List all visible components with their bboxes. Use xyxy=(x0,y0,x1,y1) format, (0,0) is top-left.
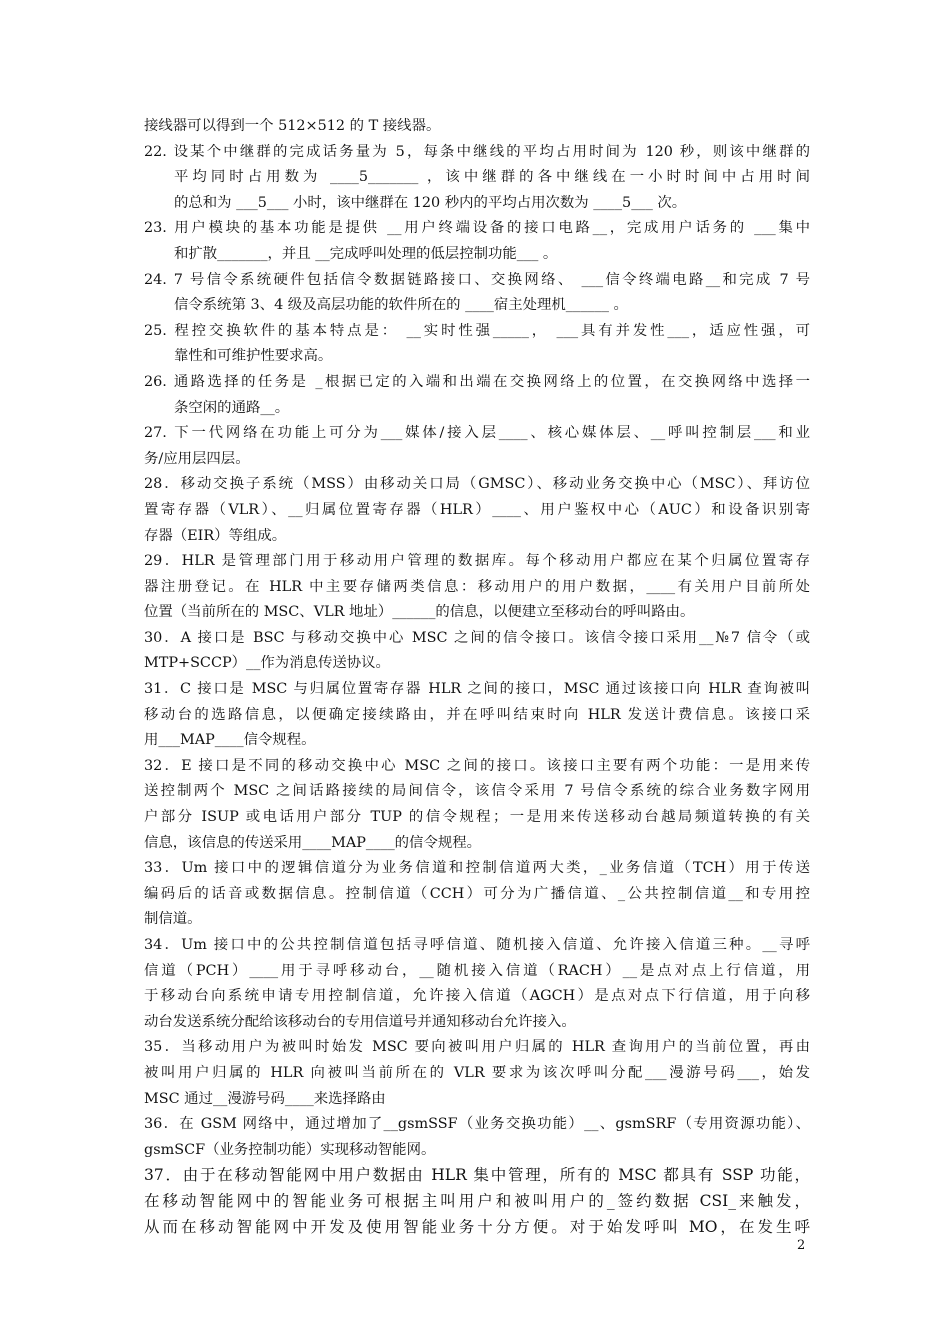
text-line: 32．E 接口是不同的移动交换中心 MSC 之间的接口。该接口主要有两个功能：一是用来传 xyxy=(144,757,810,774)
text-line: 信令系统第 3、4 级及高层功能的软件所在的 ____宿主处理机______ 。 xyxy=(174,297,628,314)
text-line: 35．当移动用户为被叫时始发 MSC 要向被叫用户归属的 HLR 查询用户的当前位置，再由 xyxy=(144,1039,810,1056)
text-line: 编码后的话音或数据信息。控制信道（CCH）可分为广播信道、_公共控制信道__和专用控 xyxy=(144,885,810,902)
text-line: 送控制两个 MSC 之间话路接续的局间信令，该信令采用 7 号信令系统的综合业务数字网用 xyxy=(144,783,810,800)
text-line: 移动台的选路信息，以便确定接续路由，并在呼叫结束时向 HLR 发送计费信息。该接口采 xyxy=(144,706,810,723)
text-line: MTP+SCCP）__作为消息传送协议。 xyxy=(144,655,390,672)
text-line: 33．Um 接口中的逻辑信道分为业务信道和控制信道两大类，_业务信道（TCH）用于传送 xyxy=(144,860,810,877)
page-number: 2 xyxy=(797,1238,806,1253)
text-line: 存器（EIR）等组成。 xyxy=(144,527,287,544)
text-line: 务/应用层四层。 xyxy=(144,450,250,467)
text-line: 位置（当前所在的 MSC、VLR 地址）______的信息，以便建立至移动台的呼叫路由。 xyxy=(144,604,695,621)
text-line: 于移动台向系统申请专用控制信道，允许接入信道（AGCH）是点对点下行信道，用于向移 xyxy=(144,988,810,1005)
text-line: 22. 设某个中继群的完成话务量为 5，每条中继线的平均占用时间为 120 秒，则该中继群的 xyxy=(144,143,810,160)
text-line: 25. 程控交换软件的基本特点是： __实时性强_____， ___具有并发性___，适应性强，可 xyxy=(144,322,810,339)
text-line: 从而在移动智能网中开发及使用智能业务十分方便。对于始发呼叫 MO，在发生呼 xyxy=(144,1217,810,1236)
text-line: 36．在 GSM 网络中，通过增加了__gsmSSF（业务交换功能）__、gsmSRF（专用资源功能）、 xyxy=(144,1116,810,1133)
text-line: 的总和为 ___5___ 小时，该中继群在 120 秒内的平均占用次数为 ____5___ 次。 xyxy=(174,194,687,211)
text-line: 置寄存器（VLR）、__归属位置寄存器（HLR）____、用户鉴权中心（AUC）和设备识别寄 xyxy=(144,501,810,518)
text-line: 平均同时占用数为 ____5_______ ，该中继群的各中继线在一小时时间中占用时间 xyxy=(174,169,810,186)
text-line: 户部分 ISUP 或电话用户部分 TUP 的信令规程；一是用来传送移动台越局频道转换的有关 xyxy=(144,809,810,826)
text-line: 30．A 接口是 BSC 与移动交换中心 MSC 之间的信令接口。该信令接口采用__№7 信令（或 xyxy=(144,629,810,646)
document-body xyxy=(144,114,810,1240)
text-line: 接线器可以得到一个 512×512 的 T 接线器。 xyxy=(144,118,441,134)
text-line: 27. 下一代网络在功能上可分为___媒体/接入层____、核心媒体层、__呼叫控制层___和业 xyxy=(144,425,810,442)
text-line: 靠性和可维护性要求高。 xyxy=(174,348,333,365)
text-line: 28．移动交换子系统（MSS）由移动关口局（GMSC）、移动业务交换中心（MSC）、拜访位 xyxy=(144,476,810,493)
text-line: 和扩散_______，并且 __完成呼叫处理的低层控制功能___ 。 xyxy=(174,245,558,262)
text-line: 信道（PCH）____用于寻呼移动台，__随机接入信道（RACH）__是点对点上行信道，用 xyxy=(144,962,810,979)
text-line: 用___MAP____信令规程。 xyxy=(144,732,316,749)
text-line: 信息，该信息的传送采用____MAP____的信令规程。 xyxy=(144,834,482,851)
text-line: 31．C 接口是 MSC 与归属位置寄存器 HLR 之间的接口，MSC 通过该接口向 HLR 查询被叫 xyxy=(144,681,810,698)
text-line: MSC 通过__漫游号码____来选择路由 xyxy=(144,1090,386,1107)
text-line: 23. 用户模块的基本功能是提供 __用户终端设备的接口电路__，完成用户话务的 ___集中 xyxy=(144,220,810,237)
text-line: 条空闲的通路__。 xyxy=(174,399,290,416)
text-line: 动台发送系统分配给该移动台的专用信道号并通知移动台允许接入。 xyxy=(144,1013,576,1030)
text-line: 29．HLR 是管理部门用于移动用户管理的数据库。每个移动用户都应在某个归属位置寄存 xyxy=(144,553,810,570)
text-line: 器注册登记。在 HLR 中主要存储两类信息：移动用户的用户数据，____有关用户目前所处 xyxy=(144,578,810,595)
text-line: 26. 通路选择的任务是 _根据已定的入端和出端在交换网络上的位置，在交换网络中选择一 xyxy=(144,373,810,390)
text-line: 被叫用户归属的 HLR 向被叫当前所在的 VLR 要求为该次呼叫分配___漫游号码___，始发 xyxy=(144,1064,810,1081)
text-line: 34．Um 接口中的公共控制信道包括寻呼信道、随机接入信道、允许接入信道三种。__寻呼 xyxy=(144,937,810,953)
text-line: 制信道。 xyxy=(144,911,202,928)
text-line: gsmSCF（业务控制功能）实现移动智能网。 xyxy=(144,1141,436,1158)
text-line: 24. 7 号信令系统硬件包括信令数据链路接口、交换网络、 ___信令终端电路__和完成 7 号 xyxy=(144,271,810,288)
text-line: 37．由于在移动智能网中用户数据由 HLR 集中管理，所有的 MSC 都具有 SSP 功能， xyxy=(144,1166,810,1185)
text-line: 在移动智能网中的智能业务可根据主叫用户和被叫用户的_签约数据 CSI_来触发， xyxy=(144,1191,810,1210)
